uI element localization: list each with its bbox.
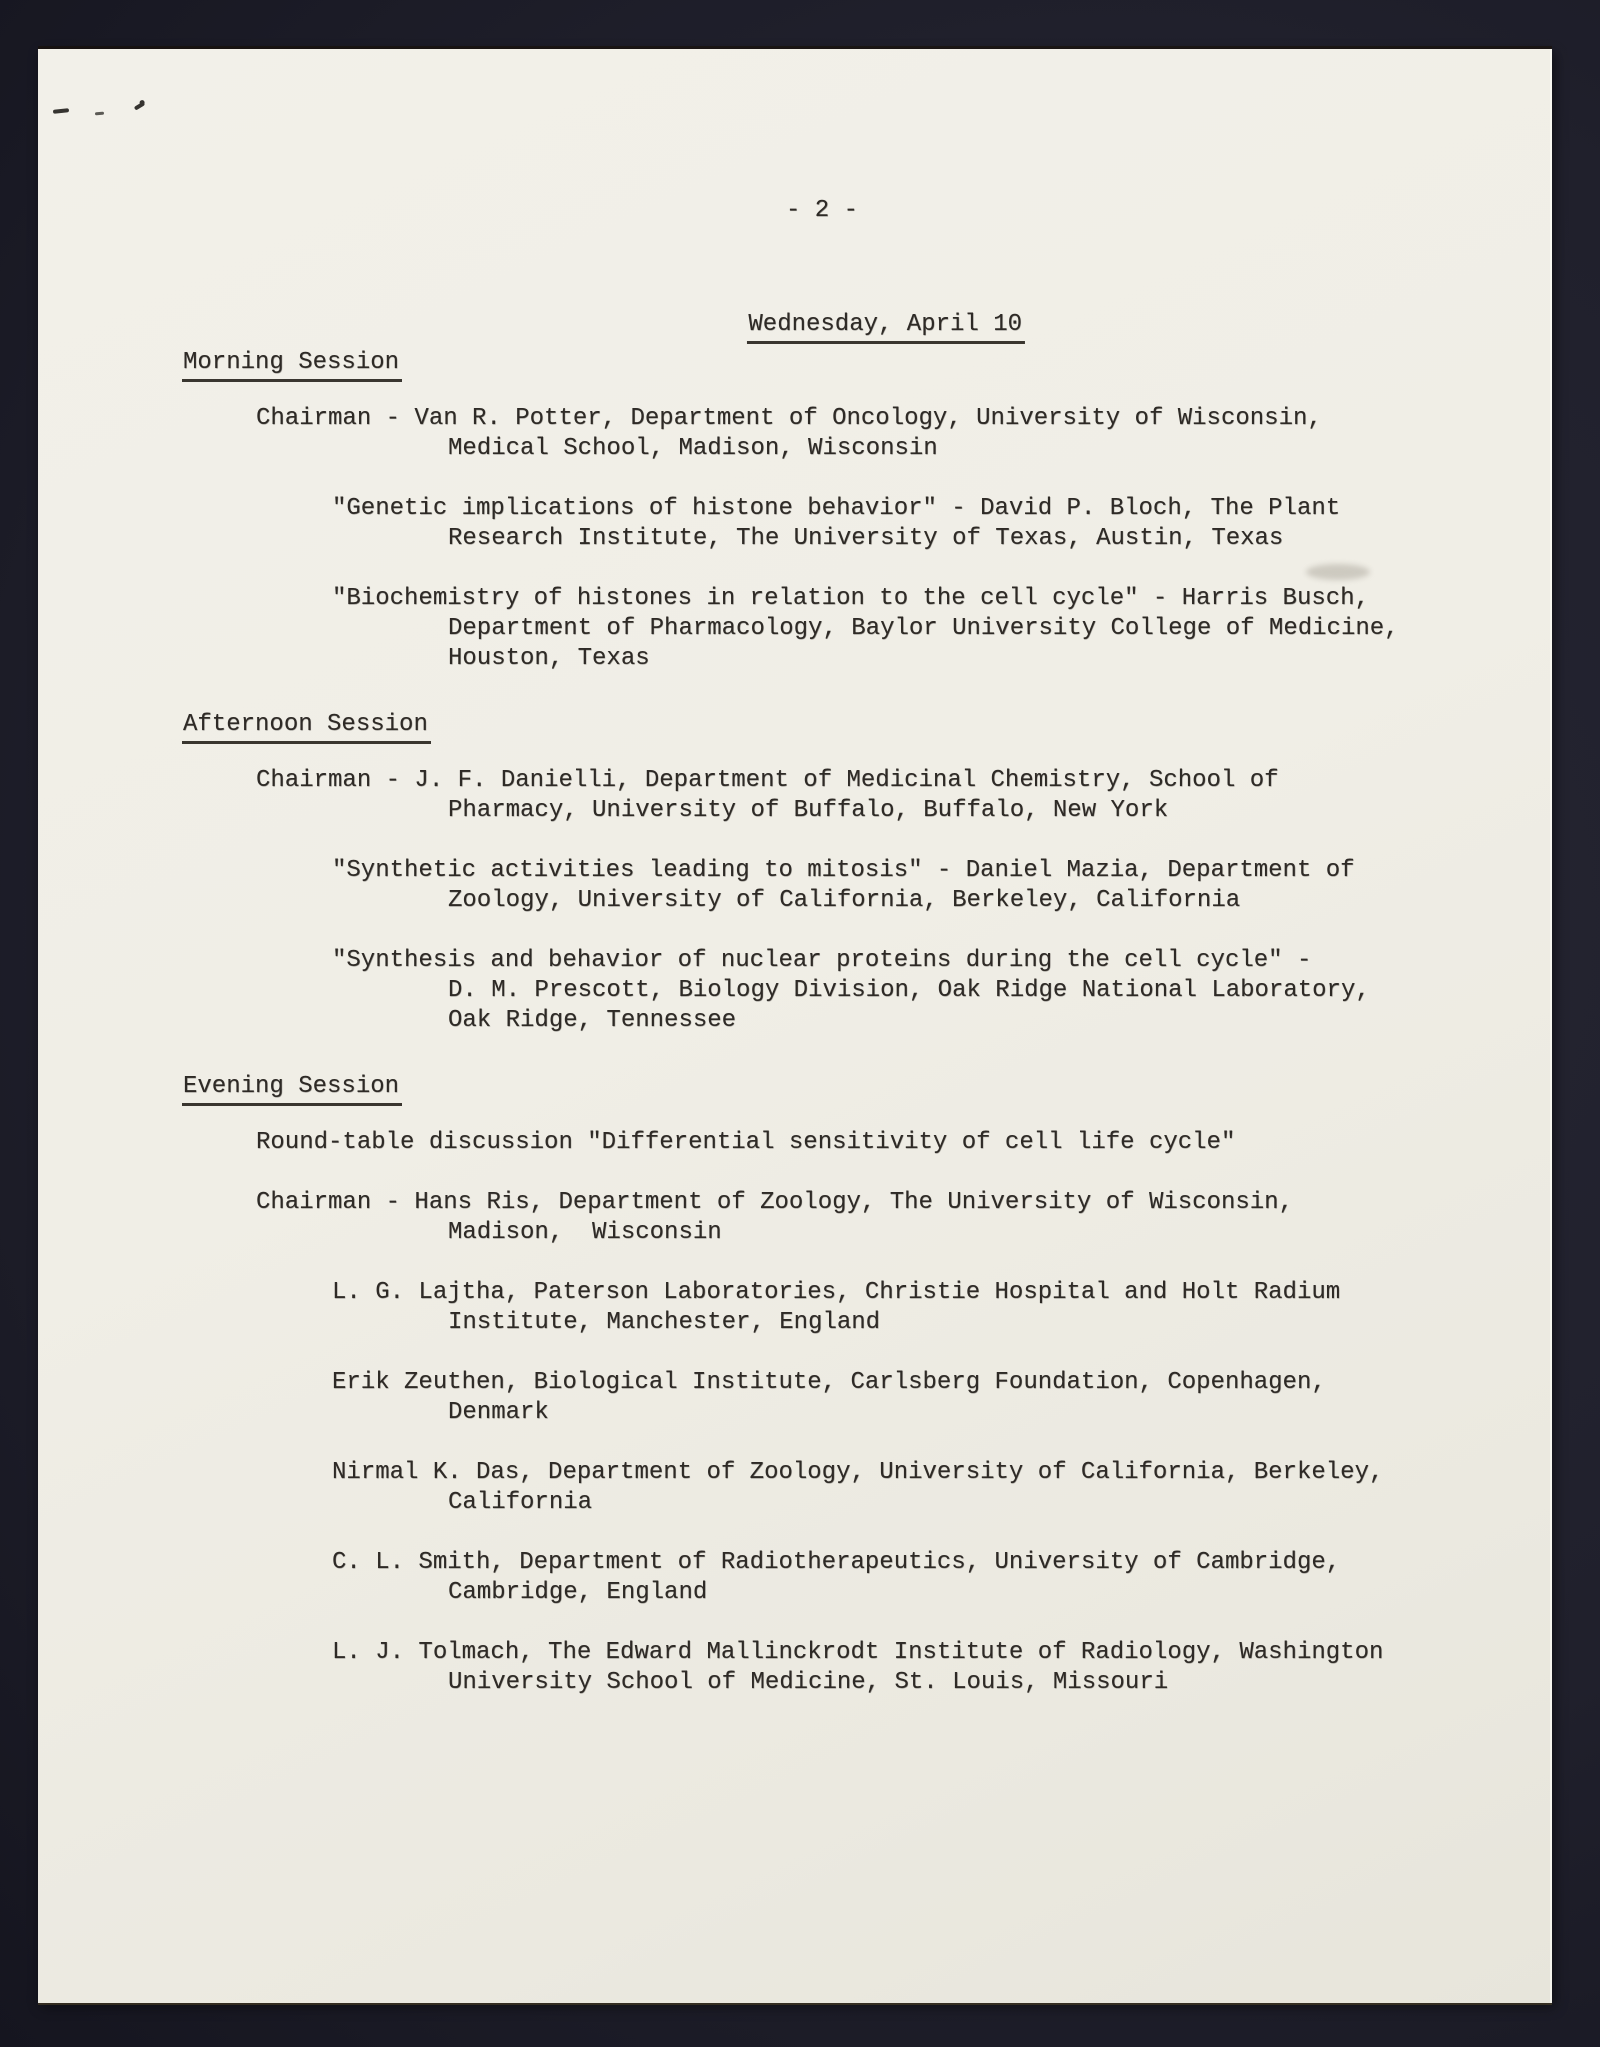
schedule-line: Pharmacy, University of Buffalo, Buffalo, New York [448,797,1169,824]
schedule-entry [38,856,1552,916]
schedule-line: Research Institute, The University of Texas, Austin, Texas [448,525,1284,552]
session-section [38,1072,1552,1698]
schedule-line: Erik Zeuthen, Biological Institute, Carlsberg Foundation, Copenhagen, [332,1369,1326,1396]
schedule-line: "Synthesis and behavior of nuclear proteins during the cell cycle" - [332,947,1312,974]
schedule-line: Institute, Manchester, England [448,1309,881,1336]
schedule-line: L. J. Tolmach, The Edward Mallinckrodt Institute of Radiology, Washington [332,1639,1384,1666]
schedule-entry [38,1188,1552,1248]
schedule-content [38,312,1552,1728]
section-title-text: Afternoon Session [182,710,431,744]
pencil-mark [95,112,104,116]
schedule-line: Chairman - Van R. Potter, Department of Oncology, University of Wisconsin, [256,405,1322,432]
schedule-line: "Genetic implications of histone behavior" - David P. Bloch, The Plant [332,495,1341,522]
section-title [38,710,1552,744]
schedule-line: Cambridge, England [448,1579,708,1606]
pencil-mark [134,101,145,110]
session-section [38,710,1552,1036]
schedule-line: L. G. Lajtha, Paterson Laboratories, Christie Hospital and Holt Radium [332,1279,1341,1306]
schedule-line: Department of Pharmacology, Baylor University College of Medicine, [448,615,1399,642]
schedule-entry [38,1458,1552,1518]
schedule-line: C. L. Smith, Department of Radiotherapeutics, University of Cambridge, [332,1549,1341,1576]
section-title-text: Evening Session [182,1072,402,1106]
schedule-line: Nirmal K. Das, Department of Zoology, University of California, Berkeley, [332,1459,1384,1486]
schedule-entry [38,404,1552,464]
schedule-line: "Biochemistry of histones in relation to the cell cycle" - Harris Busch, [332,585,1369,612]
page-number: - 2 - [785,197,859,224]
pencil-mark [53,108,69,114]
schedule-line: Madison, Wisconsin [448,1219,722,1246]
schedule-entry [38,1278,1552,1338]
schedule-entry [38,1368,1552,1428]
schedule-line: Medical School, Madison, Wisconsin [448,435,938,462]
schedule-entry [38,1128,1552,1158]
document-page [38,49,1552,2003]
schedule-line: Houston, Texas [448,645,650,672]
schedule-line: University School of Medicine, St. Louis, Missouri [448,1669,1169,1696]
schedule-line: "Synthetic activities leading to mitosis" - Daniel Mazia, Department of [332,857,1355,884]
section-title [38,1072,1552,1106]
schedule-entry [38,494,1552,554]
date-heading-text: Wednesday, April 10 [747,310,1025,344]
schedule-line: Denmark [448,1399,549,1426]
schedule-entry [38,584,1552,674]
schedule-entry [38,1638,1552,1698]
schedule-line: California [448,1489,593,1516]
session-section [38,348,1552,674]
schedule-entry [38,766,1552,826]
schedule-line: D. M. Prescott, Biology Division, Oak Ridge National Laboratory, [448,977,1370,1004]
schedule-line: Oak Ridge, Tennessee [448,1007,737,1034]
section-title [38,348,1552,382]
schedule-line: Chairman - Hans Ris, Department of Zoology, The University of Wisconsin, [256,1189,1293,1216]
schedule-entry [38,946,1552,1036]
schedule-line: Chairman - J. F. Danielli, Department of Medicinal Chemistry, School of [256,767,1279,794]
schedule-line: Round-table discussion "Differential sensitivity of cell life cycle" [256,1129,1236,1156]
schedule-line: Zoology, University of California, Berkeley, California [448,887,1241,914]
schedule-entry [38,1548,1552,1608]
section-title-text: Morning Session [182,348,402,382]
